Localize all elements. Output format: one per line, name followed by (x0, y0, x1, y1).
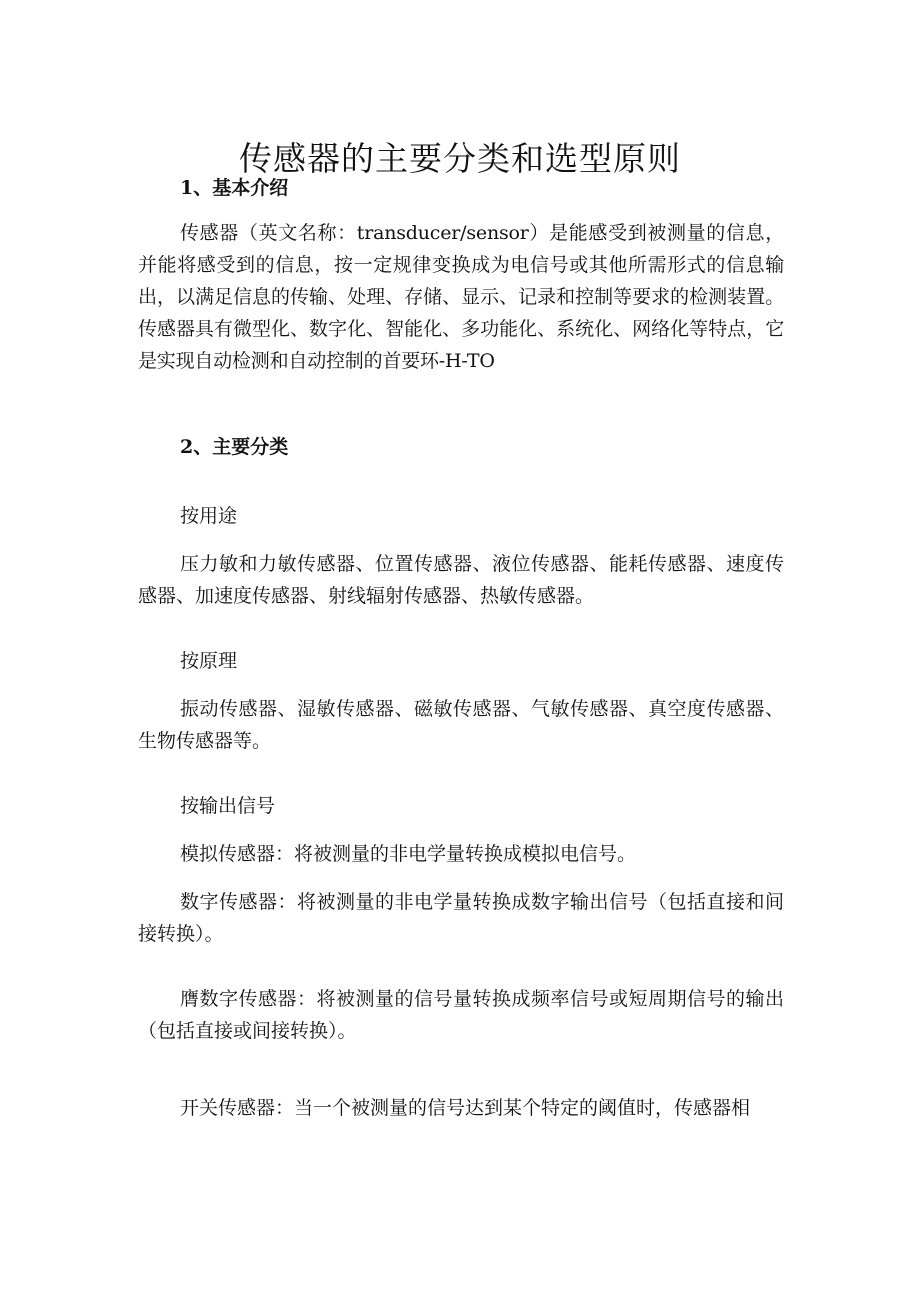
section-heading: 2、主要分类 (180, 436, 289, 458)
list-item: 数字传感器：将被测量的非电学量转换成数字输出信号（包括直接和间接转换）。 (138, 891, 784, 945)
list-item: 膺数字传感器：将被测量的信号量转换成频率信号或短周期信号的输出（包括直接或间接转换）。 (138, 988, 784, 1042)
list-item: 开关传感器：当一个被测量的信号达到某个特定的阈值时，传感器相 (180, 1097, 751, 1119)
group-by-use-text-block (138, 548, 784, 612)
section-heading: 1、基本介绍 (180, 177, 289, 199)
document-title: 传感器的主要分类和选型原则 (239, 139, 681, 179)
output-item-digital-block (138, 886, 784, 950)
section-main-categories (138, 431, 784, 463)
group-by-output-label-block (138, 790, 784, 822)
output-item-pseudo-digital-block (138, 983, 784, 1047)
group-label: 按输出信号 (180, 795, 276, 817)
group-text: 压力敏和力敏传感器、位置传感器、液位传感器、能耗传感器、速度传感器、加速度传感器、射线辐射传感器、热敏传感器。 (138, 553, 784, 607)
group-by-principle-text-block (138, 693, 784, 757)
intro-paragraph-block (138, 217, 784, 377)
group-by-use-label-block (138, 500, 784, 532)
group-text: 振动传感器、湿敏传感器、磁敏传感器、气敏传感器、真空度传感器、生物传感器等。 (138, 698, 784, 752)
group-by-principle-label-block (138, 645, 784, 677)
group-label: 按用途 (180, 505, 238, 527)
output-item-switch-block (138, 1092, 784, 1124)
list-item: 模拟传感器：将被测量的非电学量转换成模拟电信号。 (180, 843, 637, 865)
group-label: 按原理 (180, 650, 238, 672)
section-basic-intro (138, 172, 784, 204)
output-item-analog-block (138, 838, 784, 870)
intro-paragraph: 传感器（英文名称：transducer/sensor）是能感受到被测量的信息，并能将感受到的信息，按一定规律变换成为电信号或其他所需形式的信息输出，以满足信息的传输、处理、存储、显示、记录和控制等要求的检测装置。传感器具有微型化、数字化、智能化、多功能化、系统化、网络化等特点，它是实现自动检测和自动控制的首要环-H-TO (138, 222, 784, 372)
